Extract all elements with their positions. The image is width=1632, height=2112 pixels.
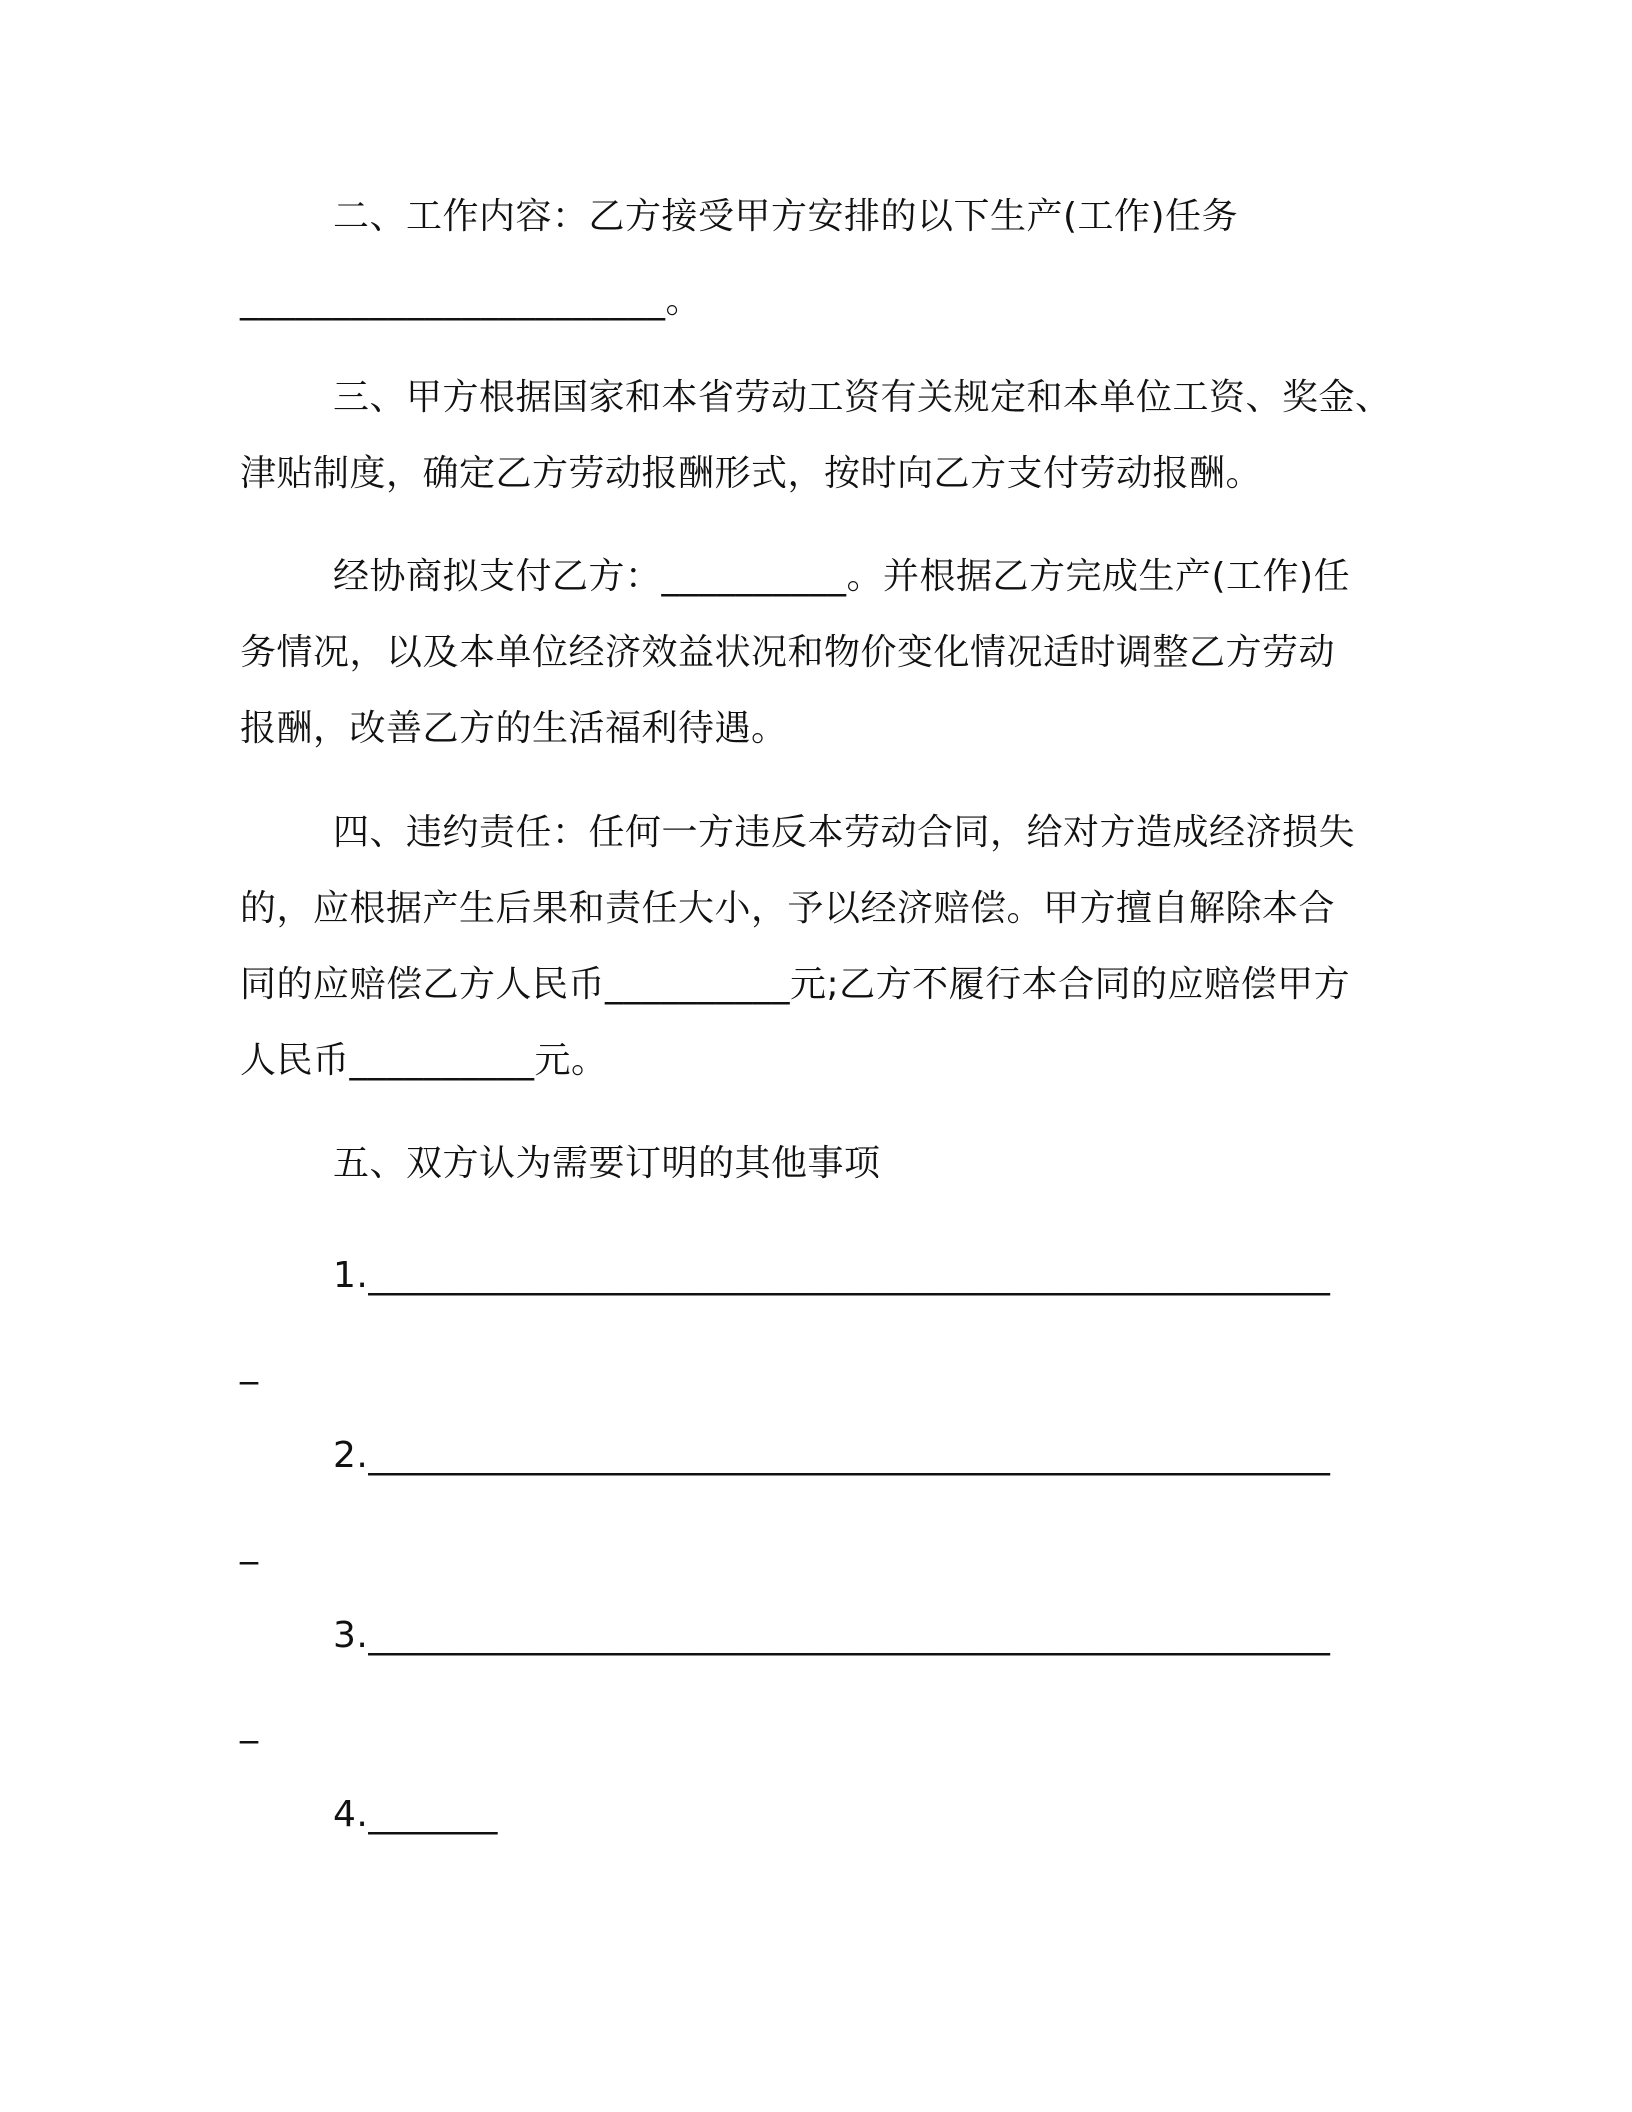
clause-3-line-2: 津贴制度，确定乙方劳动报酬形式，按时向乙方支付劳动报酬。	[240, 453, 1263, 494]
other-item-1-continuation: _	[240, 1344, 259, 1385]
other-item-3: 3.____________________________________________________	[333, 1615, 1331, 1656]
other-item-3-continuation: _	[240, 1703, 259, 1744]
clause-3-line-1: 三、甲方根据国家和本省劳动工资有关规定和本单位工资、奖金、	[333, 377, 1392, 418]
other-item-1: 1.____________________________________________________	[333, 1255, 1331, 1296]
clause-2-blank-line: _______________________。	[240, 280, 702, 321]
clause-4-line-3: 同的应赔偿乙方人民币__________元;乙方不履行本合同的应赔偿甲方	[240, 964, 1351, 1005]
other-item-2: 2.____________________________________________________	[333, 1435, 1331, 1476]
clause-4-line-2: 的，应根据产生后果和责任大小，予以经济赔偿。甲方擅自解除本合	[240, 888, 1336, 929]
clause-4-line-4: 人民币__________元。	[240, 1040, 608, 1081]
payment-line-1: 经协商拟支付乙方：__________。并根据乙方完成生产(工作)任	[333, 556, 1351, 597]
clause-5-heading: 五、双方认为需要订明的其他事项	[333, 1143, 881, 1184]
clause-4-line-1: 四、违约责任：任何一方违反本劳动合同，给对方造成经济损失	[333, 812, 1356, 853]
other-item-4: 4._______	[333, 1794, 498, 1835]
payment-line-2: 务情况，以及本单位经济效益状况和物价变化情况适时调整乙方劳动	[240, 632, 1336, 673]
other-item-2-continuation: _	[240, 1524, 259, 1565]
clause-2-line-1: 二、工作内容：乙方接受甲方安排的以下生产(工作)任务	[333, 196, 1239, 237]
payment-line-3: 报酬，改善乙方的生活福利待遇。	[240, 708, 788, 749]
